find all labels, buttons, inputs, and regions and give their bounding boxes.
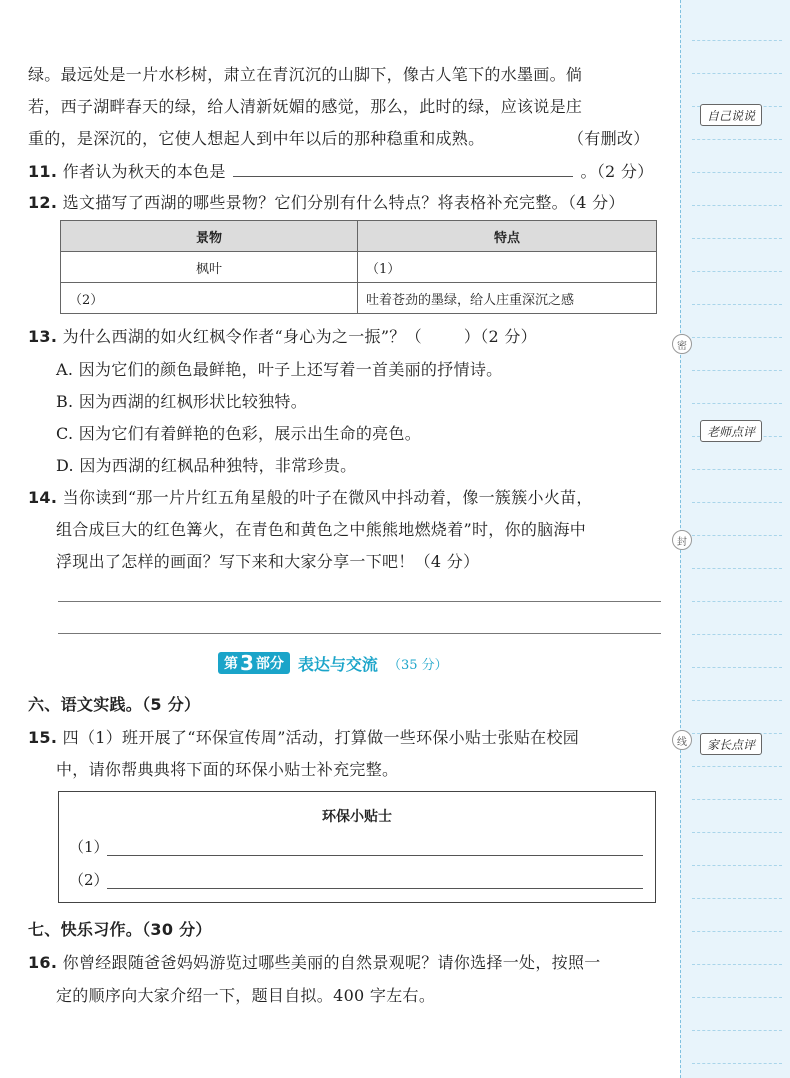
- part-3-banner: [218, 651, 448, 675]
- question-13: [28, 324, 537, 347]
- sidebar-ruled-line: [692, 832, 782, 833]
- table-header: 特点: [358, 221, 657, 252]
- table-row: [61, 283, 657, 314]
- sidebar-ruled-line: [692, 865, 782, 866]
- question-14-line-3: 浮现出了怎样的画面？写下来和大家分享一下吧！（4 分）: [56, 552, 480, 571]
- sidebar-ruled-line: [692, 568, 782, 569]
- sidebar-ruled-line: [692, 205, 782, 206]
- table-cell: 枫叶: [61, 252, 358, 283]
- question-15: [28, 725, 579, 748]
- passage-line-3: 重的，是深沉的，它使人想起人到中年以后的那种稳重和成熟。: [28, 129, 485, 148]
- tip-item-label: （2）: [69, 871, 109, 889]
- sidebar-ruled-line: [692, 139, 782, 140]
- part-badge-suffix: 部分: [255, 656, 284, 672]
- seal-mark-mi: 密: [672, 334, 692, 354]
- table-header: 景物: [61, 221, 358, 252]
- scenery-feature-table: [60, 220, 657, 314]
- sidebar-ruled-line: [692, 931, 782, 932]
- sidebar-ruled-line: [692, 403, 782, 404]
- sidebar-ruled-line: [692, 964, 782, 965]
- sidebar-ruled-line: [692, 40, 782, 41]
- question-number: 11.: [28, 162, 58, 181]
- question-score: 。（2 分）: [580, 162, 654, 181]
- part-badge-prefix: 第: [224, 656, 238, 672]
- sidebar-ruled-line: [692, 304, 782, 305]
- eco-tips-box: [58, 791, 656, 903]
- option-b[interactable]: B. 因为西湖的红枫形状比较独特。: [56, 392, 308, 411]
- question-text: 为什么西湖的如火红枫令作者“身心为之一振”？（: [62, 327, 422, 346]
- part-score: （35 分）: [387, 657, 448, 673]
- answer-blank[interactable]: [233, 162, 573, 177]
- question-12: [28, 190, 625, 213]
- teacher-comment-label: 老师点评: [700, 420, 762, 442]
- passage-line-2: 若，西子湖畔春天的绿，给人清新妩媚的感觉，那么，此时的绿，应该说是庄: [28, 97, 583, 116]
- question-number: 15.: [28, 728, 58, 747]
- tip-answer-line[interactable]: [107, 888, 643, 889]
- question-text: 四（1）班开展了“环保宣传周”活动，打算做一些环保小贴士张贴在校园: [62, 728, 580, 747]
- sidebar-ruled-line: [692, 337, 782, 338]
- sidebar-ruled-line: [692, 73, 782, 74]
- tip-answer-line[interactable]: [107, 855, 643, 856]
- sidebar-ruled-line: [692, 634, 782, 635]
- table-row: [61, 252, 657, 283]
- seal-mark-xian: 线: [672, 730, 692, 750]
- self-comment-label: 自己说说: [700, 104, 762, 126]
- table-cell: 吐着苍劲的墨绿，给人庄重深沉之感: [358, 283, 657, 314]
- sidebar-ruled-line: [692, 535, 782, 536]
- table-cell-answer[interactable]: （1）: [358, 252, 657, 283]
- question-16: [28, 950, 601, 973]
- writing-line[interactable]: [58, 633, 661, 634]
- sidebar-ruled-line: [692, 271, 782, 272]
- sidebar-ruled-line: [692, 238, 782, 239]
- sidebar-ruled-line: [692, 1063, 782, 1064]
- sidebar-ruled-line: [692, 898, 782, 899]
- question-text: 你曾经跟随爸爸妈妈游览过哪些美丽的自然景观呢？请你选择一处，按照一: [62, 953, 601, 972]
- table-header-row: [61, 221, 657, 252]
- sidebar-ruled-line: [692, 766, 782, 767]
- question-number: 14.: [28, 488, 58, 507]
- section-7-title: 七、快乐习作。（30 分）: [28, 920, 212, 939]
- question-number: 16.: [28, 953, 58, 972]
- section-6-title: 六、语文实践。（5 分）: [28, 695, 201, 714]
- sidebar-ruled-line: [692, 502, 782, 503]
- question-number: 13.: [28, 327, 58, 346]
- question-14: [28, 485, 593, 508]
- question-score: ）（2 分）: [463, 327, 537, 346]
- eco-tips-title: 环保小贴士: [322, 809, 392, 825]
- sidebar-comment-column: [680, 0, 790, 1078]
- tip-item-label: （1）: [69, 838, 109, 856]
- question-15-line-2: 中，请你帮典典将下面的环保小贴士补充完整。: [56, 760, 399, 779]
- sidebar-ruled-line: [692, 799, 782, 800]
- table-cell-answer[interactable]: （2）: [61, 283, 358, 314]
- sidebar-ruled-line: [692, 601, 782, 602]
- question-11: [28, 159, 654, 182]
- question-text: 选文描写了西湖的哪些景物？它们分别有什么特点？将表格补充完整。（4 分）: [62, 193, 625, 212]
- option-a[interactable]: A. 因为它们的颜色最鲜艳，叶子上还写着一首美丽的抒情诗。: [56, 360, 503, 379]
- question-14-line-2: 组合成巨大的红色篝火，在青色和黄色之中熊熊地燃烧着”时，你的脑海中: [56, 520, 587, 539]
- parent-comment-label: 家长点评: [700, 733, 762, 755]
- sidebar-ruled-line: [692, 469, 782, 470]
- sidebar-ruled-line: [692, 667, 782, 668]
- option-d[interactable]: D. 因为西湖的红枫品种独特，非常珍贵。: [56, 456, 357, 475]
- part-badge-number: 3: [240, 651, 254, 675]
- sidebar-ruled-line: [692, 370, 782, 371]
- sidebar-ruled-line: [692, 172, 782, 173]
- passage-line-1: 绿。最远处是一片水杉树，肃立在青沉沉的山脚下，像古人笔下的水墨画。倘: [28, 65, 583, 84]
- question-text: 当你读到“那一片片红五角星般的叶子在微风中抖动着，像一簇簇小火苗，: [62, 488, 593, 507]
- sidebar-ruled-line: [692, 1030, 782, 1031]
- part-badge: [218, 652, 290, 674]
- passage-source-note: （有删改）: [568, 129, 650, 148]
- sidebar-ruled-line: [692, 997, 782, 998]
- writing-line[interactable]: [58, 601, 661, 602]
- option-c[interactable]: C. 因为它们有着鲜艳的色彩，展示出生命的亮色。: [56, 424, 422, 443]
- question-16-line-2: 定的顺序向大家介绍一下，题目自拟。400 字左右。: [56, 986, 436, 1005]
- question-text: 作者认为秋天的本色是: [62, 162, 226, 181]
- part-title: 表达与交流: [297, 654, 378, 674]
- sidebar-ruled-line: [692, 700, 782, 701]
- question-number: 12.: [28, 193, 58, 212]
- seal-mark-feng: 封: [672, 530, 692, 550]
